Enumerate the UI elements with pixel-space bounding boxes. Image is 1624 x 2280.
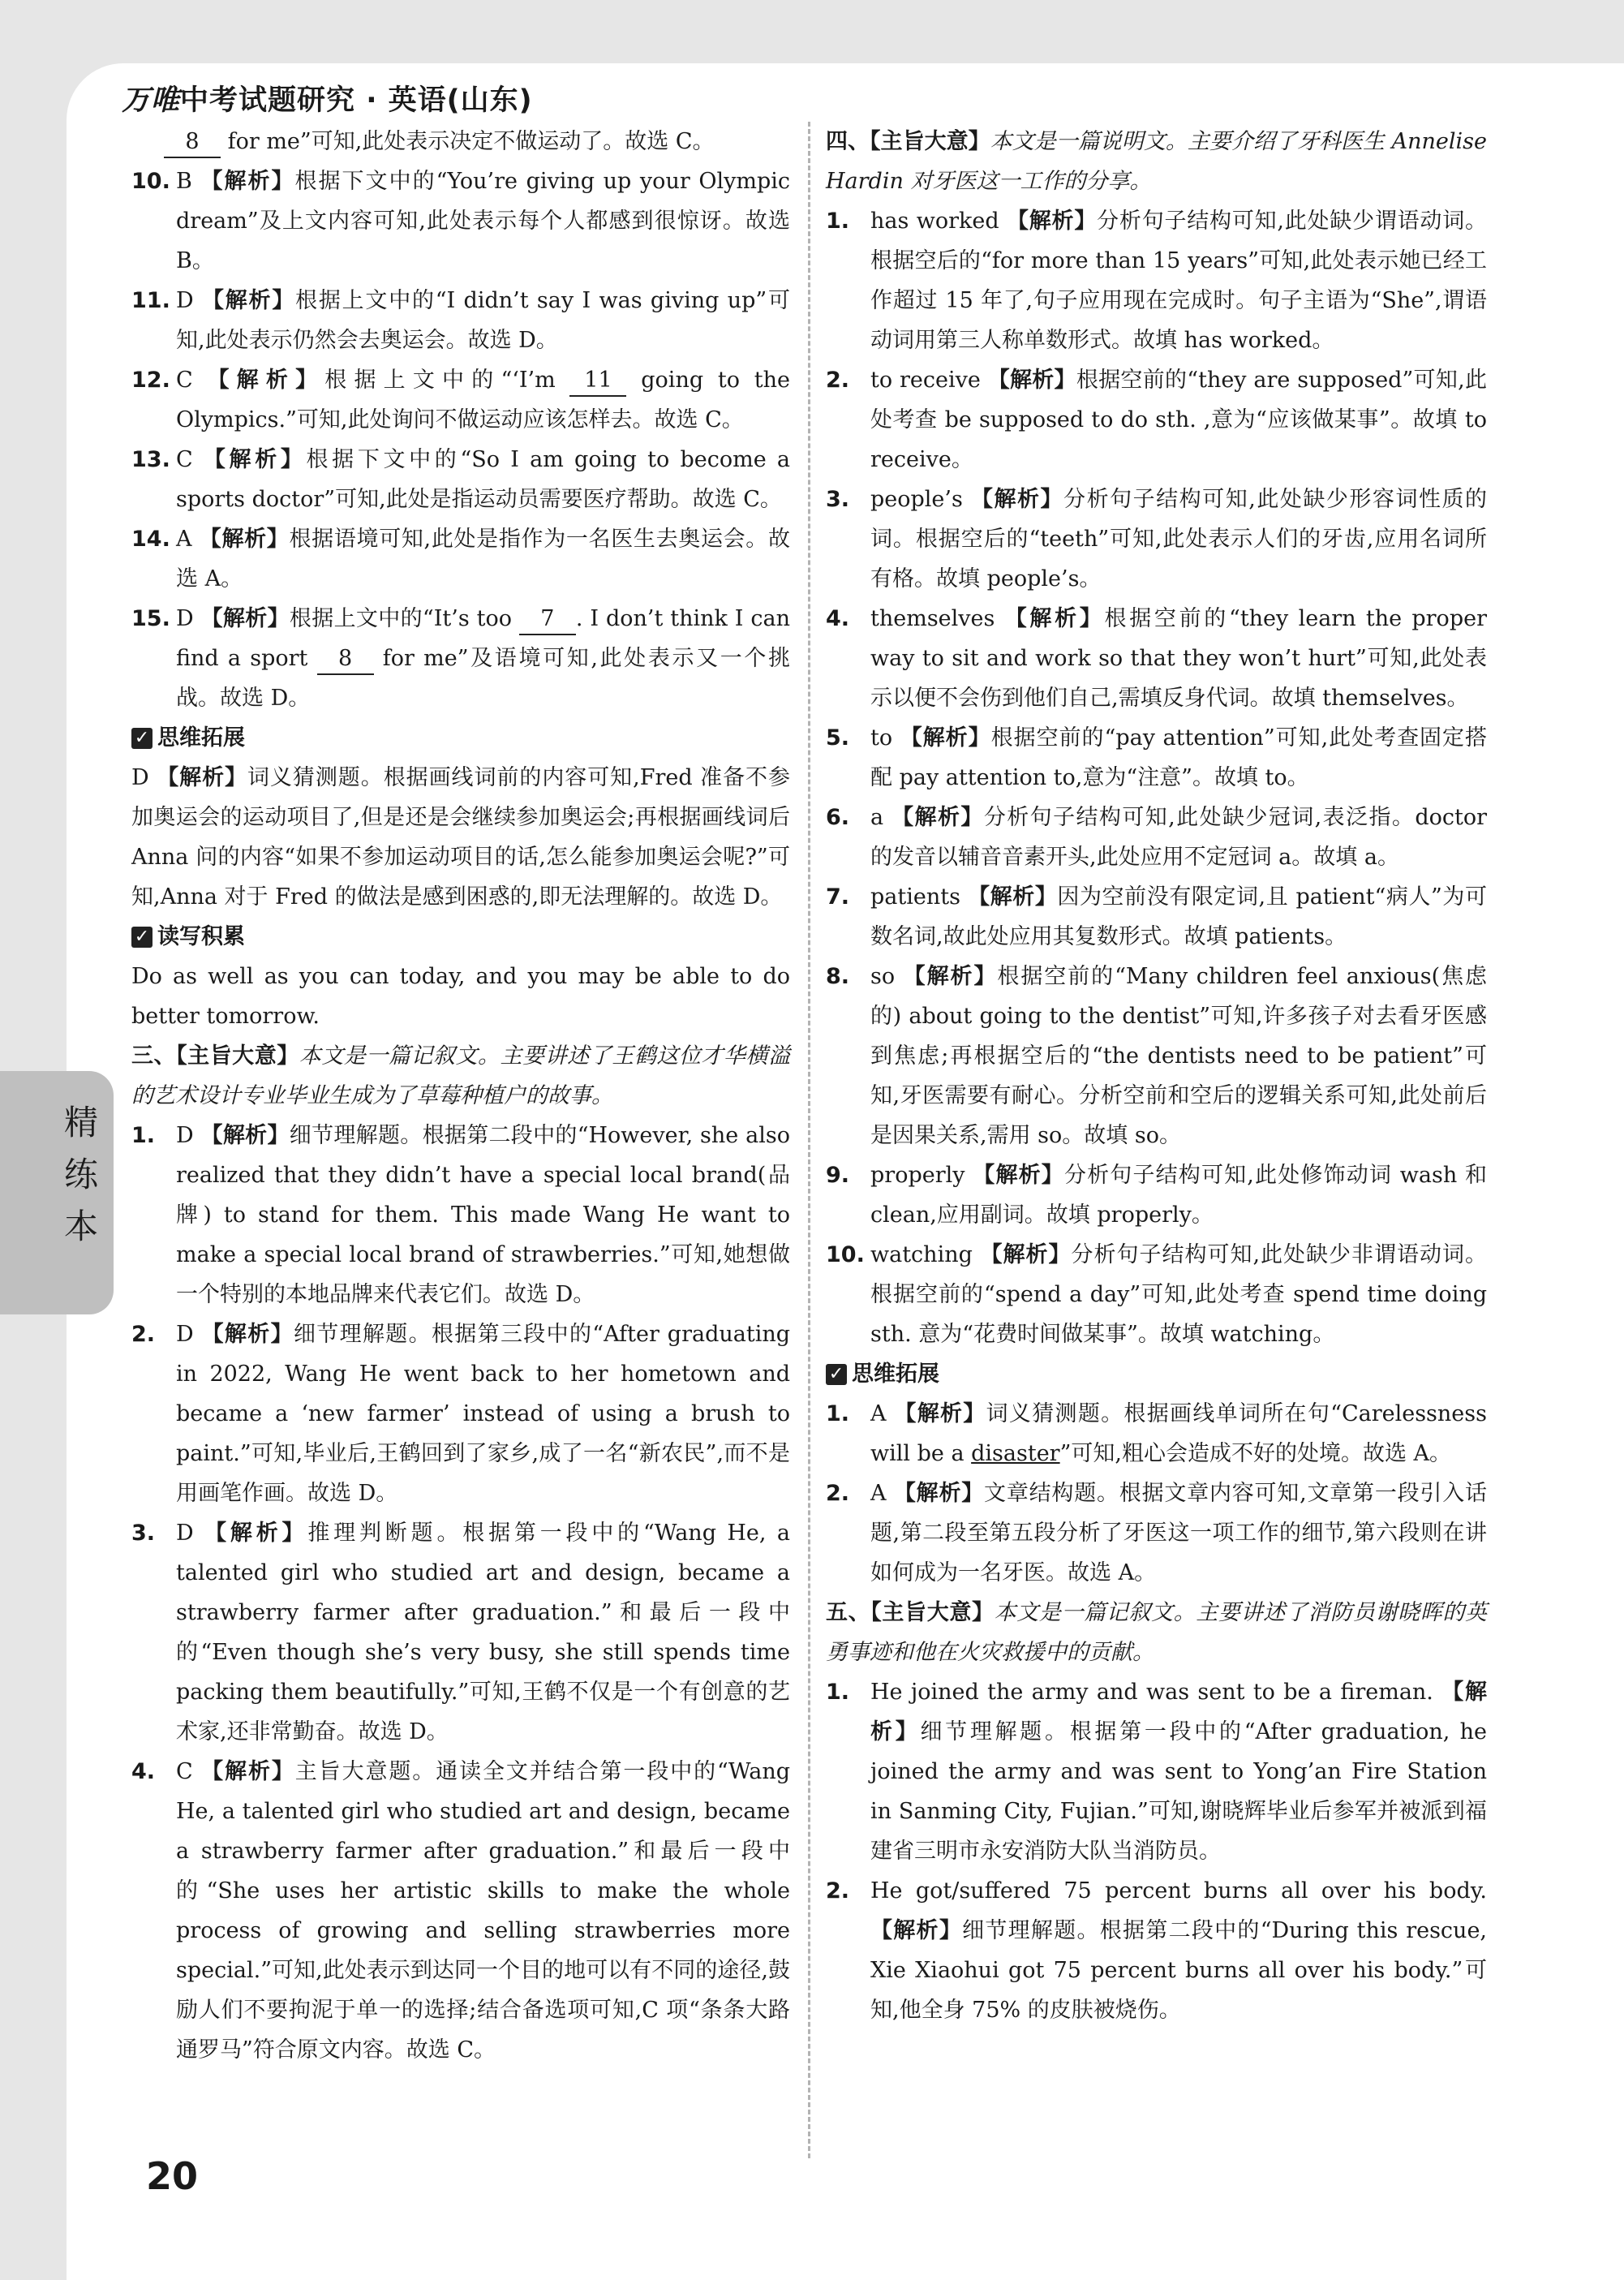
answer: to receive [870, 368, 981, 393]
analysis-label: 【解析】 [903, 964, 998, 989]
analysis-text: 根据空前的“pay attention”可知,此处考查固定搭配 pay attention to,意为“注意”。故填 to。 [870, 725, 1488, 790]
answer: people’s [870, 487, 963, 512]
item-number: 2. [826, 1481, 850, 1506]
analysis-label: 【解析】 [1004, 606, 1105, 631]
answer: B [176, 169, 192, 194]
analysis-text: ”可知,粗心会造成不好的处境。故选 A。 [1059, 1441, 1452, 1466]
side-tab-char: 练 [63, 1155, 98, 1194]
analysis-text: 分析句子结构可知,此处修饰动词 wash 和 clean,应用副词。故填 properly。 [870, 1163, 1488, 1228]
analysis-label: 【解析】 [900, 725, 991, 751]
analysis-label: 【解析】 [204, 1521, 308, 1546]
topic-text: 本文是一篇说明文。主要介绍了牙科医生 Annelise Hardin 对牙医这一工作的分享。 [826, 129, 1487, 194]
answer-item [826, 360, 1487, 480]
analysis-text: 词义猜测题。根据画线单词所在句“Carelessness will be a [870, 1401, 1487, 1466]
section-heading [826, 1354, 1487, 1394]
analysis-text: 根据空前的“they are supposed”可知,此处考查 be supposed to do sth. ,意为“应该做某事”。故填 to receive。 [870, 368, 1487, 472]
answer-item [826, 1473, 1487, 1593]
analysis-text: 因为空前没有限定词,且 patient“病人”为可数名词,故此处应用其复数形式。故填 patients。 [870, 884, 1487, 949]
heading-text: 读写积累 [157, 924, 245, 949]
analysis-text: 细节理解题。根据第二段中的“However, she also realized that they didn’t have a special local brand(品牌) to stand for them. This made Wang He want to make a special local brand of strawberries.”可知,她想做一个特别的本地品牌来代表它们。故选 D。 [176, 1123, 790, 1307]
topic-label: 三、【主旨大意】 [131, 1043, 299, 1069]
analysis-label: 【解析】 [973, 1163, 1064, 1188]
analysis-text: 根据空前的“Many children feel anxious(焦虑的) about going to the dentist”可知,许多孩子对去看牙医感到焦虑;再根据空后的“the dentists need to be patient”可知,牙医需要有耐心。分析空前和空后的逻辑关系可知,此处前后是因果关系,需用 so。故填 so。 [870, 964, 1488, 1148]
item-number: 4. [826, 606, 850, 631]
analysis-label: 【解析】 [200, 169, 295, 194]
answer-item [131, 1116, 790, 1314]
side-tab-label [57, 1097, 105, 1253]
item-number: 10. [826, 1242, 865, 1267]
topic-label: 四、【主旨大意】 [826, 129, 990, 154]
page-number: 20 [146, 2154, 199, 2198]
analysis-text: for me”及语境可知,此处表示又一个挑战。故选 D。 [176, 646, 790, 711]
answer: C [176, 368, 193, 393]
item-number: 3. [131, 1521, 156, 1546]
analysis-label: 【解析】 [870, 1918, 963, 1943]
analysis-text: 根据下文中的“So I am going to become a sports doctor”可知,此处是指运动员需要医疗帮助。故选 C。 [176, 447, 790, 512]
item-number: 2. [131, 1322, 156, 1347]
analysis-label: 【解析】 [207, 368, 325, 393]
topic-text: 本文是一篇记叙文。主要讲述了消防员谢晓晖的英勇事迹和他在火灾救援中的贡献。 [826, 1600, 1488, 1665]
analysis-text: 根据下文中的“You’re giving up your Olympic dream”及上文内容可知,此处表示每个人都感到很惊讶。故选 B。 [176, 169, 790, 273]
heading-text: 思维拓展 [852, 1362, 939, 1387]
answer: has worked [870, 209, 999, 234]
answer: themselves [870, 606, 995, 631]
analysis-label: 【解析】 [987, 368, 1076, 393]
analysis-label: 【解析】 [201, 1759, 295, 1784]
answer-item [826, 480, 1487, 599]
analysis-text: 主旨大意题。通读全文并结合第一段中的“Wang He, a talented girl who studied art and design, became a strawberry farmer after graduation.”和最后一段中的“She uses her artistic skills to make the whole process of growing and selling strawberries more special.”可知,此处表示到达同一个目的地可以有不同的途径,鼓励人们不要拘泥于单一的选择;结合备选项可知,C 项“条条大路通罗马”符合原文内容。故选 C。 [176, 1759, 790, 2063]
analysis-label: 【解析】 [870, 1680, 1487, 1744]
analysis-label: 【解析】 [200, 606, 290, 631]
analysis-text: 分析句子结构可知,此处缺少谓语动词。根据空后的“for more than 15 years”可知,此处表示她已经工作超过 15 年了,句子应用现在完成时。句子主语为“She”,谓语动词用第三人称单数形式。故填 has worked。 [870, 209, 1487, 353]
answer: C [176, 447, 193, 472]
analysis-text: 细节理解题。根据第三段中的“After graduating in 2022, Wang He went back to her hometown and became a ‘new farmer’ instead of using a brush to paint.”可知,毕业后,王鹤回到了家乡,成了一名“新农民”,而不是用画笔作画。故选 D。 [176, 1322, 790, 1506]
item-number: 7. [826, 884, 850, 910]
running-header [122, 78, 533, 118]
topic-text: 本文是一篇记叙文。主要讲述了王鹤这位才华横溢的艺术设计专业毕业生成为了草莓种植户的故事。 [131, 1043, 791, 1108]
checkbox-icon: ✓ [826, 1364, 847, 1385]
left-column [131, 122, 790, 2070]
analysis-label: 【解析】 [968, 884, 1058, 910]
item-number: 11. [131, 288, 170, 313]
analysis-label: 【解析】 [201, 1322, 294, 1347]
answer-item [131, 1513, 790, 1752]
analysis-label: 【解析】 [199, 527, 290, 552]
item-number: 12. [131, 368, 170, 393]
analysis-text: . I don’t think I can find a sport [176, 606, 790, 671]
analysis-text: 根据空前的“they learn the proper way to sit and work so that they won’t hurt”可知,此处表示以便不会伤到他们自己,需填反身代词。故填 themselves。 [870, 606, 1487, 711]
analysis-text: 分析句子结构可知,此处缺少非谓语动词。根据空前的“spend a day”可知,此处考查 spend time doing sth. 意为“花费时间做某事”。故填 watching。 [870, 1242, 1488, 1347]
answer: D [176, 606, 194, 631]
analysis-label: 【解析】 [200, 1123, 290, 1148]
answer: D [176, 1521, 194, 1546]
analysis-label: 【解析】 [203, 447, 307, 472]
analysis-text: 细节理解题。根据第一段中的“After graduation, he joined the army and was sent to Yong’an Fire Station in Sanming City, Fujian.”可知,谢晓辉毕业后参军并被派到福建省三明市永安消防大队当消防员。 [870, 1719, 1488, 1864]
item-number: 4. [131, 1759, 156, 1784]
header-title: 中考试题研究 · 英语(山东) [180, 84, 533, 117]
item-number: 13. [131, 447, 170, 472]
answer: to [870, 725, 893, 751]
analysis-text: 推理判断题。根据第一段中的“Wang He, a talented girl who studied art and design, became a strawberry farmer after graduation.”和最后一段中的“Even though she’s very busy, she still spends time packing them beautifully.”可知,王鹤不仅是一个有创意的艺术家,还非常勤奋。故选 D。 [176, 1521, 790, 1744]
answer: He joined the army and was sent to be a fireman. [870, 1680, 1433, 1705]
item-number: 1. [826, 209, 850, 234]
text: for me”可知,此处表示决定不做运动了。故选 C。 [221, 129, 715, 154]
analysis-text: 根据语境可知,此处是指作为一名医生去奥运会。故选 A。 [176, 527, 790, 592]
item-number: 9. [826, 1163, 850, 1188]
answer-item [131, 1314, 790, 1513]
answer-item [826, 877, 1487, 957]
item-number: 2. [826, 368, 850, 393]
answer: D [176, 288, 194, 313]
answer-item [826, 718, 1487, 798]
analysis-label: 【解析】 [1006, 209, 1098, 234]
answer: D [131, 765, 149, 790]
item-number: 5. [826, 725, 850, 751]
item-number: 3. [826, 487, 850, 512]
answer-item [826, 1235, 1487, 1354]
answer-item [131, 1752, 790, 2070]
blank: 8 [164, 127, 221, 158]
analysis-text: 文章结构题。根据文章内容可知,文章第一段引入话题,第二段至第五段分析了牙医这一项工作的细节,第六段则在讲如何成为一名牙医。故选 A。 [870, 1481, 1487, 1585]
paragraph: Do as well as you can today, and you may be able to do better tomorrow. [131, 964, 790, 1029]
answer-item [131, 519, 790, 599]
analysis-text: 根据上文中的“It’s too [289, 606, 519, 631]
answer-item [131, 161, 790, 281]
item-number: 1. [826, 1680, 850, 1705]
answer: A [870, 1481, 887, 1506]
answer-item [131, 360, 790, 440]
answer-item [826, 599, 1487, 718]
analysis-text: going to the Olympics.”可知,此处询问不做运动应该怎样去。故选 C。 [176, 368, 790, 432]
analysis-label: 【解析】 [891, 805, 984, 830]
analysis-text: 分析句子结构可知,此处缺少形容词性质的词。根据空后的“teeth”可知,此处表示人们的牙齿,应用名词所有格。故填 people’s。 [870, 487, 1487, 592]
section-heading [131, 917, 790, 957]
heading-text: 思维拓展 [157, 725, 245, 751]
answer: He got/suffered 75 percent burns all over his body. [870, 1878, 1487, 1904]
analysis-label: 【解析】 [894, 1401, 986, 1426]
topic-label: 五、【主旨大意】 [826, 1600, 995, 1625]
answer-item [131, 599, 790, 718]
analysis-text: 词义猜测题。根据画线词前的内容可知,Fred 准备不参加奥运会的运动项目了,但是还是会继续参加奥运会;再根据画线词后 Anna 问的内容“如果不参加运动项目的话,怎么能参加奥运会呢?”可知,Anna 对于 Fred 的做法是感到困惑的,即无法理解的。故选 D。 [131, 765, 790, 910]
item-number: 2. [826, 1878, 850, 1904]
analysis-label: 【解析】 [970, 487, 1064, 512]
answer: A [176, 527, 192, 552]
blank: 8 [317, 644, 374, 675]
section-topic [826, 122, 1487, 201]
item-number: 15. [131, 606, 170, 631]
section-topic [826, 1593, 1487, 1672]
answer-item [826, 201, 1487, 360]
item-number: 10. [131, 169, 170, 194]
item-number: 14. [131, 527, 170, 552]
side-tab-char: 本 [63, 1207, 98, 1246]
answer-item [131, 440, 790, 519]
answer: watching [870, 1242, 973, 1267]
item-number: 8. [826, 964, 850, 989]
answer-item [826, 1394, 1487, 1473]
answer: A [870, 1401, 887, 1426]
blank: 7 [519, 604, 576, 635]
blank: 11 [569, 366, 626, 397]
answer-item [826, 1871, 1487, 2030]
analysis-label: 【解析】 [893, 1481, 985, 1506]
continued-line [131, 122, 790, 161]
answer: a [870, 805, 884, 830]
answer-item [826, 798, 1487, 877]
column-divider [808, 122, 810, 2158]
answer: D [176, 1322, 194, 1347]
paragraph [131, 758, 790, 917]
answer: patients [870, 884, 960, 910]
analysis-label: 【解析】 [157, 765, 247, 790]
answer: properly [870, 1163, 965, 1188]
answer-item [826, 957, 1487, 1155]
right-column [826, 122, 1487, 2030]
checkbox-icon: ✓ [131, 728, 153, 749]
answer-item [826, 1155, 1487, 1235]
section-topic [131, 1036, 790, 1116]
analysis-text: 分析句子结构可知,此处缺少冠词,表泛指。doctor 的发音以辅音音素开头,此处应用不定冠词 a。故填 a。 [870, 805, 1488, 870]
underlined-word: disaster [971, 1441, 1060, 1466]
analysis-label: 【解析】 [980, 1242, 1072, 1267]
analysis-text: 根据上文中的“‘I’m [324, 368, 570, 393]
answer: D [176, 1123, 194, 1148]
analysis-text: 根据上文中的“I didn’t say I was giving up”可知,此处表示仍然会去奥运会。故选 D。 [176, 288, 790, 353]
analysis-text: 细节理解题。根据第二段中的“During this rescue, Xie Xiaohui got 75 percent burns all over his body.”可知,他全身 75% 的皮肤被烧伤。 [870, 1918, 1488, 2023]
item-number: 1. [826, 1401, 850, 1426]
answer: C [176, 1759, 193, 1784]
answer-item [131, 281, 790, 360]
side-tab-char: 精 [63, 1103, 98, 1142]
section-heading [131, 718, 790, 758]
item-number: 1. [131, 1123, 156, 1148]
answer-item [826, 1672, 1487, 1871]
brand-logo: 万唯 [122, 84, 181, 117]
answer: so [870, 964, 896, 989]
item-number: 6. [826, 805, 850, 830]
analysis-label: 【解析】 [202, 288, 296, 313]
checkbox-icon: ✓ [131, 927, 153, 948]
